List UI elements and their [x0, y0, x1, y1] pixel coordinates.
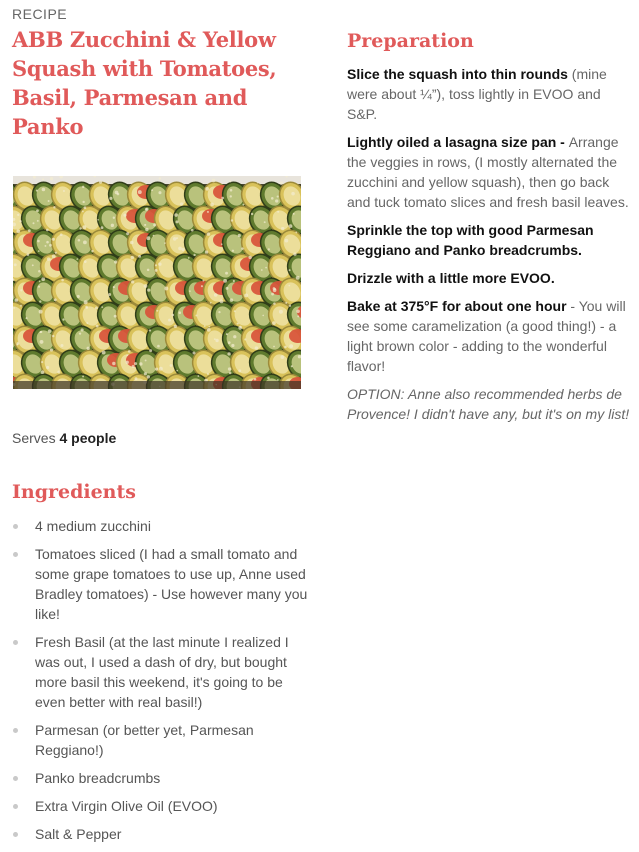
serves-line: [12, 430, 116, 446]
ingredients-heading: Ingredients: [12, 481, 136, 503]
prep-step: [347, 268, 633, 288]
prep-step-lead: Sprinkle the top with good Parmesan Reggiano and Panko breadcrumbs.: [347, 222, 594, 258]
prep-step-lead: Bake at 375°F for about one hour: [347, 298, 567, 314]
ingredient-item: Fresh Basil (at the last minute I realized I was out, I used a dash of dry, but bought more basil this weekend, it's going to be even better with real basil!): [12, 632, 312, 712]
prep-step-text: (mine were about ¼”), toss lightly in EVOO and S&P.: [347, 66, 607, 122]
prep-step-lead: Lightly oiled a lasagna size pan -: [347, 134, 569, 150]
recipe-title: ABB Zucchini & Yellow Squash with Tomatoes, Basil, Parmesan and Panko: [12, 27, 277, 139]
preparation-heading: Preparation: [347, 30, 474, 52]
ingredient-item: Salt & Pepper: [12, 824, 312, 844]
ingredients-list: [12, 516, 312, 852]
ingredient-item: Parmesan (or better yet, Parmesan Reggiano!): [12, 720, 312, 760]
ingredient-item: Panko breadcrumbs: [12, 768, 312, 788]
preparation-section: [347, 30, 633, 424]
recipe-header: [12, 6, 312, 141]
ingredient-item: Tomatoes sliced (I had a small tomato and some grape tomatoes to use up, Anne used Bradley tomatoes) - Use however many you like!: [12, 544, 312, 624]
dish-photo: [13, 176, 301, 389]
prep-step-text: Arrange the veggies in rows, (I mostly alternated the zucchini and yellow squash), then go back and tuck tomato slices and fresh basil leaves.: [347, 134, 629, 210]
ingredient-item: Extra Virgin Olive Oil (EVOO): [12, 796, 312, 816]
prep-step-text: - You will see some caramelization (a good thing!) - a light brown color - adding to the wonderful flavor!: [347, 298, 626, 374]
prep-step: [347, 296, 633, 376]
prep-step-lead: Slice the squash into thin rounds: [347, 66, 568, 82]
dish-photo-art: [13, 176, 301, 389]
recipe-kicker: RECIPE: [12, 6, 68, 22]
prep-step: [347, 64, 633, 124]
serves-value: 4 people: [59, 430, 117, 446]
prep-option-note: OPTION: Anne also recommended herbs de Provence! I didn't have any, but it's on my list!: [347, 386, 630, 422]
prep-step-lead: Drizzle with a little more EVOO.: [347, 270, 555, 286]
prep-step: [347, 220, 633, 260]
prep-step: [347, 132, 633, 212]
serves-prefix: Serves: [12, 430, 60, 446]
ingredient-item: 4 medium zucchini: [12, 516, 312, 536]
